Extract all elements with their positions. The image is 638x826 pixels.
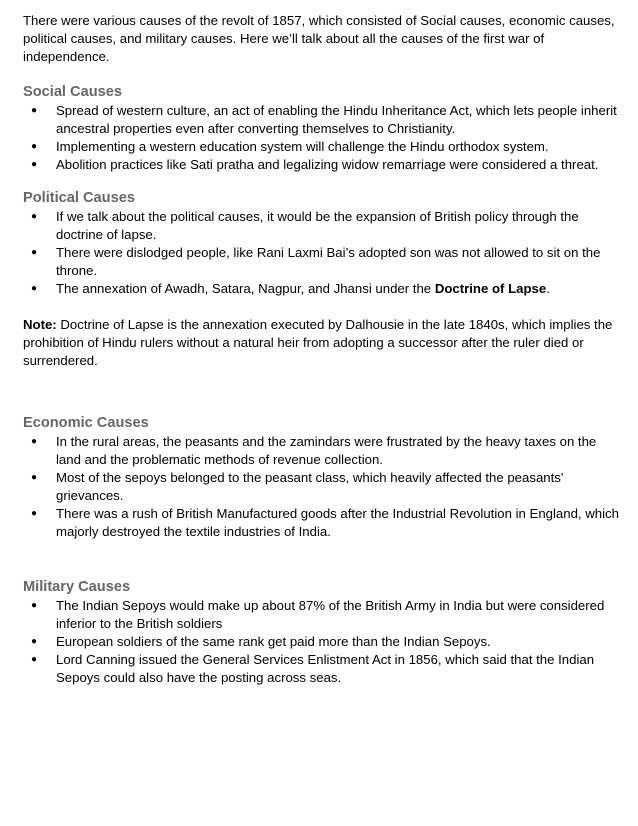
list-item-text-suffix: . [546, 281, 550, 296]
military-causes-heading: Military Causes [23, 579, 131, 595]
bullet-icon: ● [31, 436, 38, 447]
list-item [23, 156, 623, 174]
military-causes-list [23, 597, 623, 687]
social-causes-heading: Social Causes [23, 84, 122, 100]
note-label: Note: [23, 317, 57, 332]
list-item-text: If we talk about the political causes, it would be the expansion of British policy through the doctrine of lapse. [56, 209, 579, 242]
list-item [23, 138, 623, 156]
bullet-icon: ● [31, 141, 38, 152]
intro-paragraph: There were various causes of the revolt of 1857, which consisted of Social causes, economic causes, political causes, and military causes. Here we’ll talk about all the causes of the first war of independence. [23, 13, 615, 64]
list-item-text: There was a rush of British Manufactured goods after the Industrial Revolution in England, which majorly destroyed the textile industries of India. [56, 506, 619, 539]
bullet-icon: ● [31, 159, 38, 170]
list-item-text: There were dislodged people, like Rani Laxmi Bai’s adopted son was not allowed to sit on the throne. [56, 245, 601, 278]
political-causes-list [23, 208, 623, 298]
list-item [23, 208, 623, 244]
bullet-icon: ● [31, 211, 38, 222]
list-item-text: Lord Canning issued the General Services Enlistment Act in 1856, which said that the Indian Sepoys could also have the posting across seas. [56, 652, 595, 685]
bullet-icon: ● [31, 247, 38, 258]
political-causes-heading: Political Causes [23, 190, 135, 206]
list-item [23, 280, 623, 298]
document-page [23, 12, 623, 687]
bullet-icon: ● [31, 600, 38, 611]
list-item [23, 102, 623, 138]
list-item [23, 244, 623, 280]
doctrine-of-lapse-bold: Doctrine of Lapse [434, 281, 547, 296]
list-item-text: Abolition practices like Sati pratha and legalizing widow remarriage were considered a threat. [56, 157, 599, 172]
list-item-text-prefix: The annexation of Awadh, Satara, Nagpur, and Jhansi under the [56, 281, 435, 296]
list-item-text: In the rural areas, the peasants and the zamindars were frustrated by the heavy taxes on the land and the problematic methods of revenue collection. [56, 434, 597, 467]
economic-causes-heading: Economic Causes [23, 415, 149, 431]
bullet-icon: ● [31, 472, 38, 483]
note-paragraph [23, 316, 623, 370]
list-item-text: Most of the sepoys belonged to the peasant class, which heavily affected the peasants' grievances. [56, 470, 564, 503]
bullet-icon: ● [31, 105, 38, 116]
list-item [23, 505, 623, 541]
bullet-icon: ● [31, 508, 38, 519]
list-item [23, 597, 623, 633]
list-item [23, 469, 623, 505]
economic-causes-list [23, 433, 623, 541]
social-causes-list [23, 102, 623, 174]
list-item-text: European soldiers of the same rank get paid more than the Indian Sepoys. [56, 634, 491, 649]
list-item-text: Implementing a western education system will challenge the Hindu orthodox system. [56, 139, 549, 154]
list-item-text: Spread of western culture, an act of enabling the Hindu Inheritance Act, which lets people inherit ancestral properties even after converting themselves to Christianity. [56, 103, 617, 136]
list-item [23, 633, 623, 651]
bullet-icon: ● [31, 654, 38, 665]
bullet-icon: ● [31, 636, 38, 647]
bullet-icon: ● [31, 283, 38, 294]
list-item-text: The Indian Sepoys would make up about 87% of the British Army in India but were considered inferior to the British soldiers [56, 598, 605, 631]
list-item [23, 433, 623, 469]
note-text: Doctrine of Lapse is the annexation executed by Dalhousie in the late 1840s, which implies the prohibition of Hindu rulers without a natural heir from adopting a successor after the ruler died or surrendered. [23, 317, 613, 368]
list-item-text [56, 281, 550, 296]
list-item [23, 651, 623, 687]
